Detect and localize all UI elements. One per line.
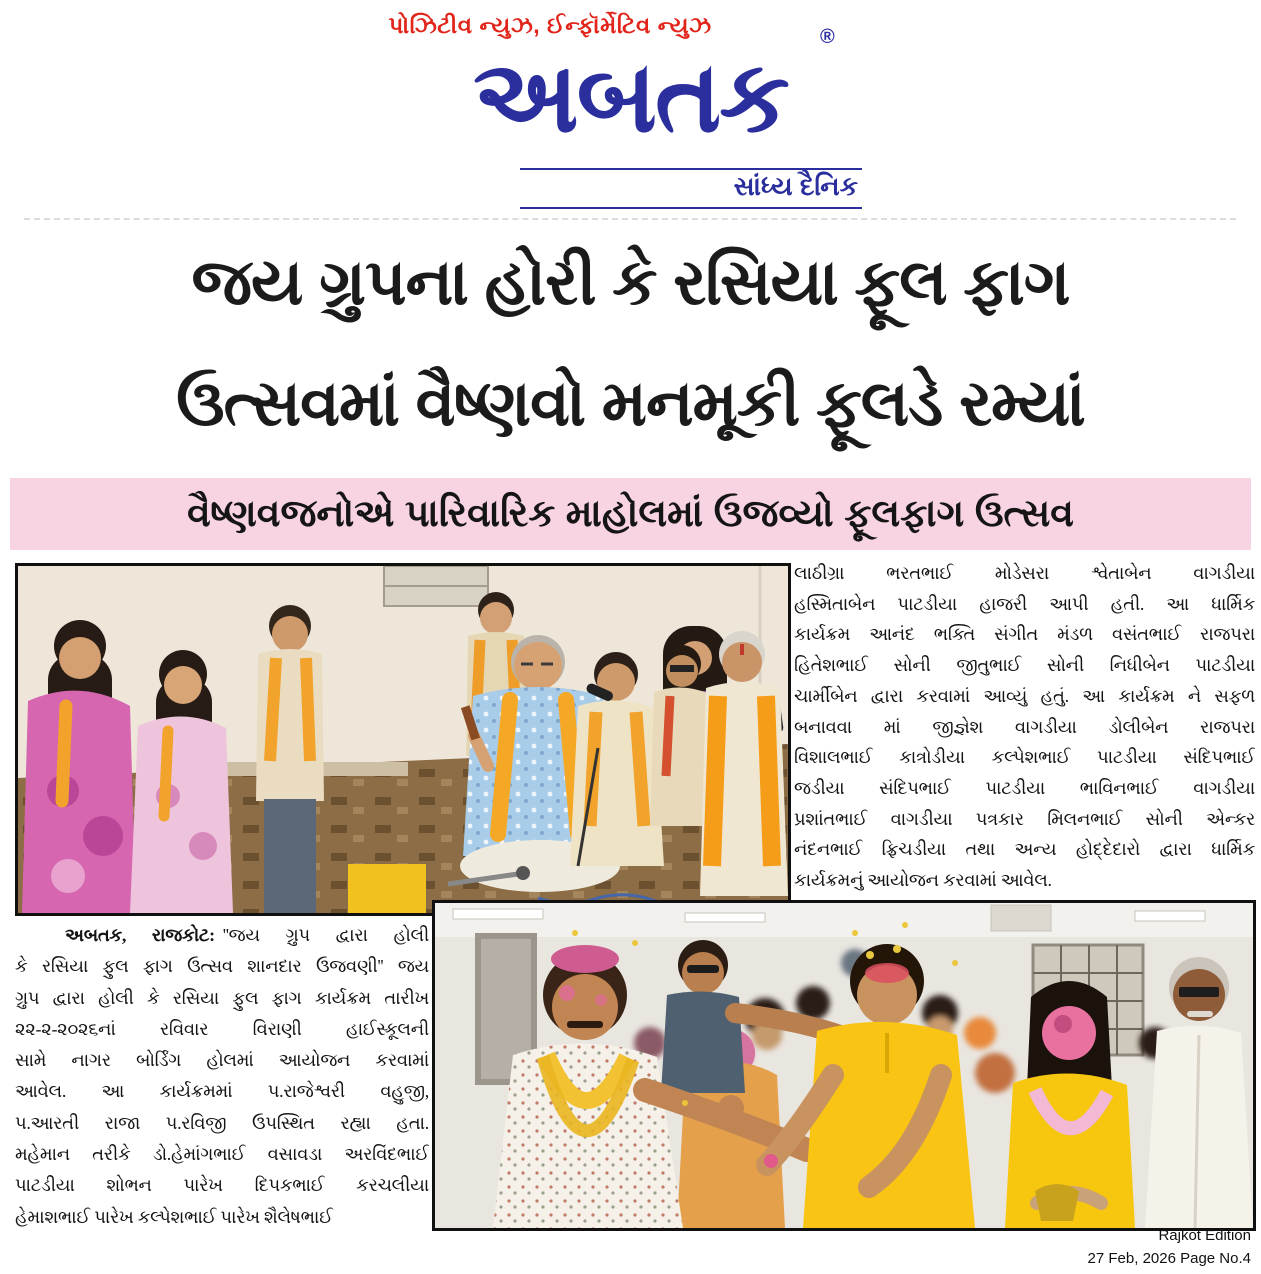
subheadline-banner: વૈષ્ણવજનોએ પારિવારિક માહોલમાં ઉજવ્યો ફૂલફાગ ઉત્સવ <box>10 478 1251 550</box>
edition-credit <box>1088 1224 1251 1270</box>
article-line: હિતેશભાઈ સોની જીતુભાઈ સોની નિધીબેન પાટડીયા <box>794 655 1255 676</box>
separator-rule <box>24 218 1236 220</box>
photo-satsang-gathering <box>15 563 791 916</box>
article-line: ગ્રુપ દ્વારા હોલી કે રસિયા ફુલ ફાગ કાર્યક્રમ તારીખ <box>15 987 429 1008</box>
credit-date-line: 27 Feb, 2026 Page No.4 <box>1087 1250 1251 1267</box>
article-line: હેમાશભાઈ પારેખ કલ્પેશભાઈ પારેખ શૈલેષભાઈ <box>15 1206 333 1227</box>
article-line: નંદનભાઈ ફ્રિચડીયા તથા અન્ય હોદ્દેદારો દ્વારા ધાર્મિક <box>794 839 1255 860</box>
masthead-tagline: પોઝિટીવ ન્યુઝ, ઈન્ફૉર્મેટિવ ન્યુઝ <box>388 12 712 38</box>
main-headline <box>0 222 1261 464</box>
article-line: ચાર્મીબેન દ્વારા કરવામાં આવ્યું હતું. આ કાર્યક્રમ ને સફળ <box>794 685 1255 706</box>
article-line: પ.આરતી રાજા પ.રવિજી ઉપસ્થિત રહ્યા હતા. <box>15 1112 429 1133</box>
article-line: કે રસિયા ફુલ ફાગ ઉત્સવ શાનદાર ઉજવણી'' જય <box>15 956 429 977</box>
article-line: બનાવવા માં જીજ્ઞેશ વાગડીયા ડોલીબેન રાજપરા <box>794 716 1255 737</box>
edition-type-label: સાંધ્ય દૈનિક <box>520 168 862 209</box>
wall-vent <box>384 566 488 606</box>
article-line: મહેમાન તરીકે ડો.હેમાંગભાઈ વસાવડા અરવિંદભાઈ <box>15 1144 429 1165</box>
article-column-right <box>794 558 1255 900</box>
article-line: હસ્મિતાબેન પાટડીયા હાજરી આપી હતી. આ ધાર્મિક <box>794 593 1255 614</box>
newspaper-logo: અબતક <box>473 41 788 153</box>
article-line: ૨૨-૨-૨૦૨૬નાં રવિવાર વિરાણી હાઈસ્કૂલની <box>15 1018 429 1039</box>
article-line: આવેલ. આ કાર્યક્રમમાં પ.રાજેશ્વરી વહુજી, <box>15 1081 429 1102</box>
photo-satsang-graphic <box>18 566 788 913</box>
credit-edition-line: Rajkot Edition <box>1158 1227 1251 1244</box>
article-line-text: ''જય ગ્રુપ દ્વારા હોલી <box>222 925 429 945</box>
article-line: પ્રશાંતભાઈ વાગડીયા પત્રકાર મિલનભાઈ સોની એન્કર <box>794 808 1255 829</box>
article-column-left <box>15 920 429 1236</box>
registered-trademark-icon: ® <box>820 26 835 48</box>
article-line <box>15 920 429 951</box>
article-line: વિશાલભાઈ કાત્રોડીયા કલ્પેશભાઈ પાટડીયા સંદિપભાઈ <box>794 747 1255 768</box>
headline-line2: ઉત્સવમાં વૈષ્ણવો મનમૂકી ફૂલડે રમ્યાં <box>176 367 1085 439</box>
article-line: કાર્યક્રમનું આયોજન કરવામાં આવેલ. <box>794 870 1052 891</box>
photo-holi-celebration <box>432 900 1256 1231</box>
dateline: અબતક, રાજકોટ: <box>65 925 215 945</box>
article-line: પાટડીયા શોભન પારેખ દિપકભાઈ કરચલીયા <box>15 1175 429 1196</box>
photo-holi-graphic <box>435 903 1253 1228</box>
article-line: કાર્યક્રમ આનંદ ભક્તિ સંગીત મંડળ વસંતભાઈ રાજપરા <box>794 624 1255 645</box>
article-line: લાઠીગ્રા ભરતભાઈ મોડેસરા શ્વેતાબેન વાગડીયા <box>794 563 1255 583</box>
article-line: સામે નાગર બોર્ડિંગ હોલમાં આયોજન કરવામાં <box>15 1050 429 1071</box>
article-line: જડીયા સંદિપભાઈ પાટડીયા ભાવિનભાઈ વાગડીયા <box>794 777 1255 798</box>
headline-line1: જય ગ્રુપના હોરી કે રસિયા ફૂલ ફાગ <box>191 246 1070 318</box>
